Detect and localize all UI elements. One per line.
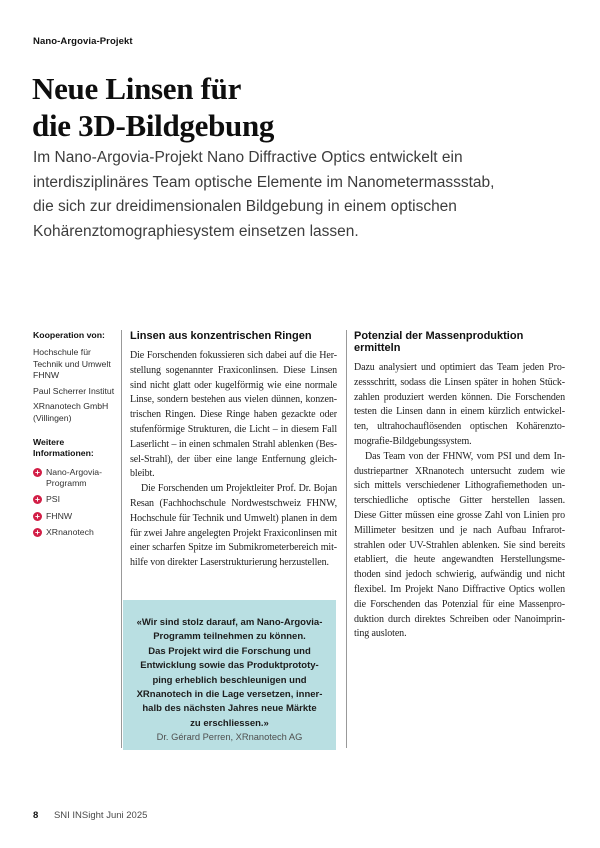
text-line: zu erschliessen.» — [190, 717, 269, 729]
text-line: stellung sogenannter Fraxiconlinsen. Diese Linsen — [130, 364, 337, 376]
text-line: Diese Gitter müssen eine grosse Zahl von Linien pro — [354, 509, 565, 521]
text-line: Resan (Fachhochschule Nordwestschweiz FHNW, — [130, 497, 337, 509]
text-line: die Forschenden das Potenzial für eine Massenpro- — [354, 598, 565, 610]
text-line: Das Projekt wird die Forschung und — [148, 645, 311, 657]
text-line: hilfe von direkter Laserstrukturierung herzustellen. — [130, 557, 329, 569]
text-line: die 3D-Bildgebung — [32, 107, 275, 143]
text-line: flexibel. Im Projekt Nano Diffractive Optics wollen — [354, 583, 565, 595]
text-line: Im Nano-Argovia-Projekt Nano Diffractive Optics entwickelt ein — [33, 149, 463, 166]
cooperation-heading: Kooperation von: — [33, 330, 105, 340]
sidebar-link-label[interactable]: FHNW — [46, 510, 73, 521]
article-column-left — [130, 330, 337, 571]
sidebar-link-nano-argovia-programm[interactable] — [33, 467, 121, 490]
sidebar-link-xrnanotech[interactable] — [33, 527, 121, 538]
paragraph — [354, 450, 565, 642]
pull-quote-box — [123, 600, 336, 750]
text-line: mografie-Bildgebungssystem. — [354, 435, 472, 447]
text-line: einer scharfen Spitze im Submikrometerbereich mit- — [130, 542, 337, 554]
text-line: ping erheblich beschleunigen und — [152, 674, 307, 686]
paragraph — [130, 482, 337, 571]
plus-circle-icon[interactable]: + — [33, 468, 42, 477]
cooperation-partner-list — [33, 347, 121, 424]
quote-text — [123, 616, 336, 731]
text-line: zahlen produziert werden können. Die Forschenden — [354, 391, 565, 403]
text-line: duktion durch direktes Schreiben oder Nanoimprin- — [354, 613, 565, 625]
text-line: interdisziplinäres Team optische Elemente im Nanometermassstab, — [33, 173, 495, 191]
text-line: strahlen oder UV-Strahlen ablenken. Sie sind bereits — [354, 539, 565, 551]
kicker: Nano-Argovia-Projekt — [33, 36, 133, 47]
text-line: testen die Linsen dann in einem kürzlich entwickel- — [354, 406, 565, 418]
text-line: etabliert, die heute angewandten Herstellungsme- — [354, 554, 565, 566]
column-divider — [346, 330, 347, 748]
sidebar-link-label[interactable]: XRnanotech — [46, 526, 94, 537]
quote-attribution: Dr. Gérard Perren, XRnanotech AG — [156, 732, 303, 743]
paragraph — [354, 361, 565, 450]
text-line: Laserlicht – in einen schmalen Strahl ablenken (Bes- — [130, 438, 337, 450]
text-line: für zwei Jahre angelegten Projekt Fraxiconlinsen mit — [130, 527, 337, 539]
body-text — [130, 349, 337, 571]
body-text — [354, 361, 565, 642]
page-footer — [33, 810, 147, 821]
text-line: halb des nächsten Jahres neue Märkte — [142, 703, 317, 715]
publication-name: SNI INSight Juni 2025 — [53, 810, 148, 821]
text-line: stufenförmige Strukturen, die Licht – in diesem Fall — [130, 423, 337, 435]
text-line: zessschritt, sodass die Linsen später in hohen Stück- — [354, 376, 565, 388]
text-line: trischen Ringen. Diese Ringe haben gezackte oder — [130, 409, 337, 421]
text-line: terschiedliche optische Gitter herstellen lassen. — [354, 495, 565, 507]
text-line: Entwicklung sowie das Produktprototy- — [140, 660, 319, 672]
sidebar-link-label[interactable]: Nano-Argovia-Programm — [46, 466, 103, 488]
plus-circle-icon[interactable]: + — [33, 528, 42, 537]
more-info-heading: Weitere Informationen: — [33, 437, 94, 459]
text-line: bleibt. — [130, 468, 155, 480]
intro-paragraph — [33, 146, 494, 244]
text-line: sich mittels verschiedener Lithografiemethoden un- — [354, 480, 565, 492]
text-line: Die Forschenden fokussieren sich dabei auf die Her- — [130, 350, 337, 361]
plus-circle-icon[interactable]: + — [33, 512, 42, 521]
paragraph — [130, 349, 337, 482]
text-line: «Wir sind stolz darauf, am Nano-Argovia- — [136, 617, 323, 628]
text-line: dustriepartner XRnanotech untersucht zudem wie — [354, 465, 565, 477]
text-line: Hochschule für Technik und Umwelt) planen in dem — [130, 512, 337, 524]
text-line: sind nicht glatt oder kugelförmig wie eine normale — [130, 379, 337, 391]
text-line: XRnanotech in die Lage versetzen, inner- — [136, 689, 323, 701]
plus-circle-icon[interactable]: + — [33, 495, 42, 504]
text-line: ten, ultrahochauflösenden optischen Kohärenzto- — [354, 421, 565, 433]
text-line: Millimeter besitzen und je nach Aufbau Infrarot- — [354, 524, 565, 536]
page-title — [32, 70, 274, 144]
text-line: Paul Scherrer Institut — [33, 385, 115, 396]
page-number: 8 — [33, 810, 39, 821]
text-line: XRnanotech GmbH (Villingen) — [33, 401, 109, 423]
text-line: Linse, sondern bestehen aus vielen dünnen, konzen- — [130, 394, 337, 406]
column-divider — [121, 330, 122, 748]
text-line: Programm teilnehmen zu können. — [153, 631, 306, 643]
sidebar-link-fhnw[interactable] — [33, 511, 121, 522]
text-line: Die Forschenden um Projektleiter Prof. Dr. Bojan — [141, 483, 337, 495]
text-line: Das Team von der FHNW, vom PSI und dem In- — [365, 450, 565, 462]
text-line: Dazu analysiert und optimiert das Team jeden Pro- — [354, 362, 565, 373]
sidebar-link-label[interactable]: PSI — [46, 494, 61, 505]
section-heading: Potenzial der Massenproduktion ermitteln — [354, 330, 524, 354]
section-heading: Linsen aus konzentrischen Ringen — [130, 330, 312, 342]
text-line: ting ausloten. — [354, 628, 407, 640]
sidebar — [33, 330, 121, 543]
text-line: Hochschule für Technik und Umwelt FHNW — [33, 347, 111, 380]
text-line: thoden sind jedoch schwierig, aufwändig und nicht — [354, 569, 565, 581]
article-column-right — [354, 330, 565, 642]
text-line: Neue Linsen für — [32, 70, 242, 106]
sidebar-link-psi[interactable] — [33, 494, 121, 505]
text-line: Kohärenztomographiesystem einsetzen lassen. — [33, 222, 359, 240]
text-line: die sich zur dreidimensionalen Bildgebung in einem optischen — [33, 198, 457, 216]
text-line: sel-Strahl), der über eine lange Entfernung gleich- — [130, 453, 337, 465]
